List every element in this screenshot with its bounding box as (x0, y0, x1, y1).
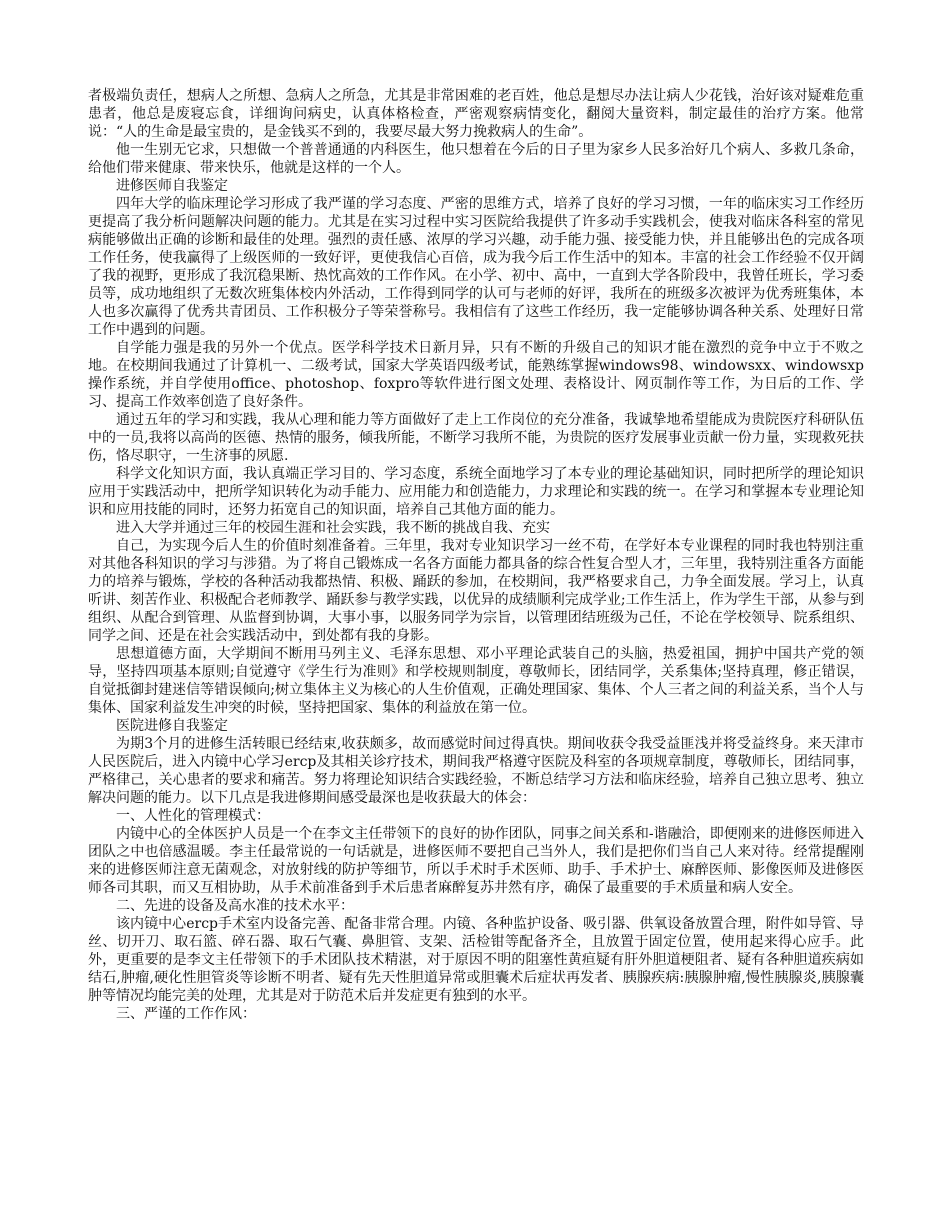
paragraph-ordinary-doctor: 他一生别无它求，只想做一个普普通通的内科医生，他只想着在今后的日子里为家乡人民多治好几个病人、多救几条命，给他们带来健康、带来快乐，他就是这样的一个人。 (88, 142, 864, 176)
paragraph-campus-life-intro: 进入大学并通过三年的校园生涯和社会实践，我不断的挑战自我、充实 (116, 520, 550, 536)
paragraph-ideology-morality: 思想道德方面，大学期间不断用马列主义、毛泽东思想、邓小平理论武装自己的头脑，热爱祖国，拥护中国共产党的领导，坚持四项基本原则;自觉遵守《学生行为准则》和学校规则制度，尊敬师长，团结同学，关系集体;坚持真理，修正错误，自觉抵御封建迷信等错误倾向;树立集体主义为核心的人生价值观，正确处理国家、集体、个人三者之间的利益关系，当个人与集体、国家利益发生冲突的时候，坚持把国家、集体的利益放在第一位。 (88, 646, 864, 716)
paragraph-scientific-knowledge: 科学文化知识方面，我认真端正学习目的、学习态度，系统全面地学习了本专业的理论基础知识，同时把所学的理论知识应用于实践活动中，把所学知识转化为动手能力、应用能力和创造能力，力求理论和实践的统一。在学习和掌握本专业理论知识和应用技能的同时，还努力拓宽自己的知识面，培养自己其他方面的能力。 (88, 466, 864, 518)
paragraph-three-month-training: 为期3个月的进修生活转眼已经结束,收获颇多，故而感觉时间过得真快。期间收获令我受益匪浅并将受益终身。来天津市人民医院后，进入内镜中心学习ercp及其相关诊疗技术，期间我严格遵守医院及科室的各项规章制度，尊敬师长，团结同事，严格律己，关心患者的要求和痛苦。努力将理论知识结合实践经验，不断总结学习方法和临床经验，培养自己独立思考、独立解决问题的能力。以下几点是我进修期间感受最深也是收获最大的体会： (88, 736, 864, 806)
paragraph-doctor-dedication: 者极端负责任，想病人之所想、急病人之所急，尤其是非常困难的老百姓，他总是想尽办法让病人少花钱，治好该对疑难危重患者，他总是废寝忘食，详细询问病史，认真体格检查，严密观察病情变化，翻阅大量资料，制定最佳的治疗方案。他常说：“人的生命是最宝贵的，是金钱买不到的，我要尽最大努力挽救病人的生命”。 (88, 88, 864, 140)
paragraph-three-years: 自己，为实现今后人生的价值时刻准备着。三年里，我对专业知识学习一丝不苟，在学好本专业课程的同时我也特别注重对其他各科知识的学习与涉猎。为了将自己锻炼成一名各方面能力都具备的综合性复合型人才，三年里，我特别注重各方面能力的培养与锻炼，学校的各种活动我都热情、积极、踊跃的参加，在校期间，我严格要求自己，力争全面发展。学习上，认真听讲、刻苦作业、积极配合老师教学、踊跃参与教学实践，以优异的成绩顺利完成学业;工作生活上，作为学生干部，从参与到组织、从配合到管理、从监督到协调，大事小事，以服务同学为宗旨，以管理团结班级为己任，不论在学校领导、院系组织、同学之间、还是在社会实践活动中，到处都有我的身影。 (88, 538, 864, 644)
section-heading-trainee-self-assessment: 进修医师自我鉴定 (116, 178, 228, 194)
paragraph-five-years-practice: 通过五年的学习和实践，我从心理和能力等方面做好了走上工作岗位的充分准备，我诚挚地希望能成为贵院医疗科研队伍中的一员,我将以高尚的医德、热情的服务，倾我所能，不断学习我所不能，为贵院的医疗发展事业贡献一份力量，实现救死扶伤，恪尽职守，一生济事的夙愿. (88, 412, 864, 464)
subheading-humane-management: 一、人性化的管理模式： (116, 808, 270, 824)
subheading-advanced-equipment: 二、先进的设备及高水准的技术水平： (116, 898, 354, 914)
paragraph-endoscopy-team: 内镜中心的全体医护人员是一个在李文主任带领下的良好的协作团队，同事之间关系和-谐融洽，即便刚来的进修医师进入团队之中也倍感温暖。李主任最常说的一句话就是，进修医师不要把自己当外人，我们是把你们当自己人来对待。经常提醒刚来的进修医师注意无菌观念，对放射线的防护等细节，所以手术时手术医师、助手、手术护士、麻醉医师、影像医师及进修医师各司其职，而又互相协助，从手术前准备到手术后患者麻醉复苏井然有序，确保了最重要的手术质量和病人安全。 (88, 826, 864, 896)
subheading-rigorous-work-style: 三、严谨的工作作风： (116, 1006, 256, 1022)
section-heading-hospital-training: 医院进修自我鉴定 (116, 718, 228, 734)
paragraph-self-learning: 自学能力强是我的另外一个优点。医学科学技术日新月异，只有不断的升级自己的知识才能在激烈的竞争中立于不败之地。在校期间我通过了计算机一、二级考试，国家大学英语四级考试，能熟练掌握windows98、windowsxx、windowsxp操作系统，并自学使用office、photoshop、foxpro等软件进行图文处理、表格设计、网页制作等工作，为日后的工作、学习、提高工作效率创造了良好条件。 (88, 340, 864, 410)
paragraph-university-study: 四年大学的临床理论学习形成了我严谨的学习态度、严密的思维方式，培养了良好的学习习惯，一年的临床实习工作经历更提高了我分析问题解决问题的能力。尤其是在实习过程中实习医院给我提供了许多动手实践机会，使我对临床各科室的常见病能够做出正确的诊断和最佳的处理。强烈的责任感、浓厚的学习兴趣，动手能力强、接受能力快，并且能够出色的完成各项工作任务，使我赢得了上级医师的一致好评，更使我信心百倍，成为我今后工作生活中的知本。丰富的社会工作经验不仅开阔了我的视野，更形成了我沉稳果断、热忱高效的工作作风。在小学、初中、高中，一直到大学各阶段中，我曾任班长，学习委员等，成功地组织了无数次班集体校内外活动，工作得到同学的认可与老师的好评，我所在的班级多次被评为优秀班集体，本人也多次赢得了优秀共青团员、工作积极分子等荣誉称号。我相信有了这些工作经历，我一定能够协调各种关系、处理好日常工作中遇到的问题。 (88, 196, 864, 338)
paragraph-ercp-equipment: 该内镜中心ercp手术室内设备完善、配备非常合理。内镜、各种监护设备、吸引器、供氧设备放置合理，附件如导管、导丝、切开刀、取石篮、碎石器、取石气囊、鼻胆管、支架、活检钳等配备齐全，且放置于固定位置，使用起来得心应手。此外，更重要的是李文主任带领下的手术团队技术精湛，对于原因不明的阻塞性黄疸疑有肝外胆道梗阻者、疑有各种胆道疾病如结石,肿瘤,硬化性胆管炎等诊断不明者、疑有先天性胆道异常或胆囊术后症状再发者、胰腺疾病:胰腺肿瘤,慢性胰腺炎,胰腺囊肿等情况均能完美的处理，尤其是对于防范术后并发症更有独到的水平。 (88, 916, 864, 1004)
